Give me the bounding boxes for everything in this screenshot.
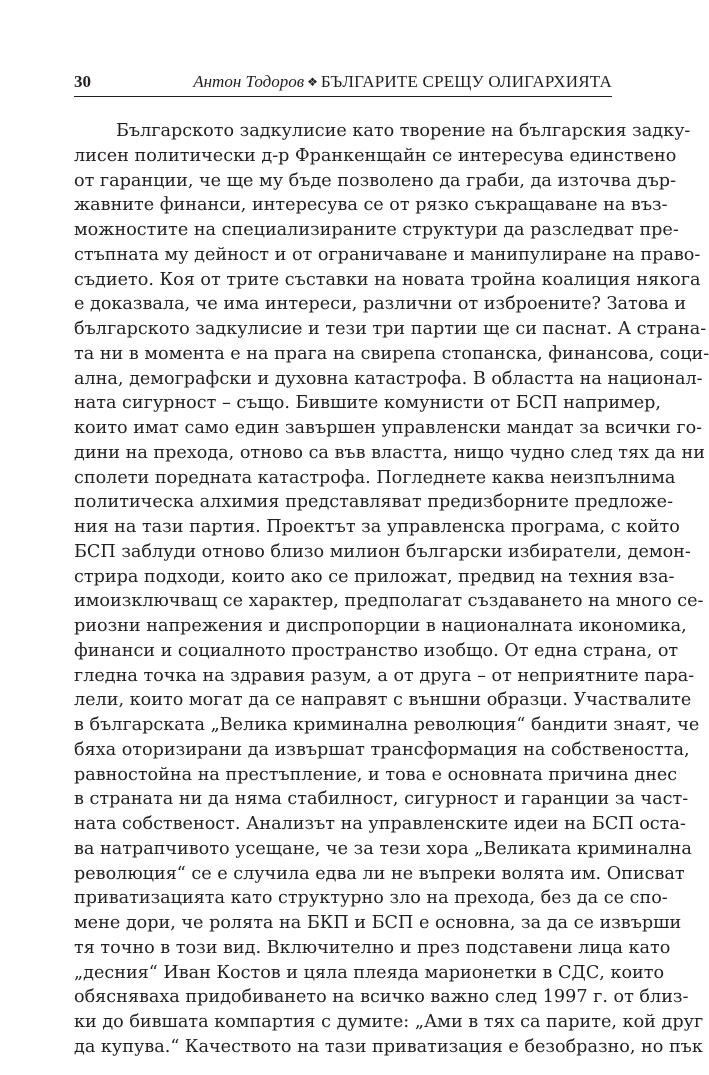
text-line: в страната ни да няма стабилност, сигурност и гаранции за част- — [74, 789, 689, 810]
text-line: ки до бившата компартия с думите: „Ами в тях са парите, кой друг — [74, 1012, 704, 1032]
text-line: от гаранции, че ще му бъде позволено да граби, да източва дър- — [74, 170, 677, 191]
text-line: лели, които могат да се направят с външни образци. Участвалите — [74, 690, 692, 711]
text-line: жавните финанси, интересува се от рязко съкращаване на въз- — [74, 195, 668, 216]
text-line: ва натрапчивото усещане, че за тези хора „Великата криминална — [74, 838, 692, 859]
text-line: лисен политически д-р Франкенщайн се интересува единствено — [74, 145, 677, 166]
text-line: гледна точка на здравия разум, а от друга – от неприятните пара- — [74, 665, 695, 686]
text-line: политическа алхимия представляват предизборните предложе- — [74, 492, 674, 513]
page-number: 30 — [74, 72, 91, 91]
text-line: е доказвала, че има интереси, различни от изброените? Затова и — [74, 294, 687, 315]
text-line: ния на тази партия. Проектът за управленска програма, с който — [74, 517, 680, 537]
text-line: можностите на специализираните структури да разследват пре- — [74, 220, 679, 240]
text-line: ната собственост. Анализът на управленските идеи на БСП оста- — [74, 814, 686, 834]
book-title: БЪЛГАРИТЕ СРЕЩУ ОЛИГАРХИЯТА — [320, 72, 612, 91]
text-line: дини на прехода, отново са във властта, нищо чудно след тях да ни — [74, 442, 705, 463]
text-line: които имат само един завършен управленски мандат за всички го- — [74, 418, 703, 438]
text-line: ална, демографски и духовна катастрофа. В областта на национал- — [74, 368, 703, 389]
text-line: обясняваха придобиването на всичко важно след 1997 г. от близ- — [74, 987, 689, 1008]
text-line: тя точно в този вид. Включително и през подставени лица като — [74, 937, 671, 958]
running-header — [74, 70, 612, 97]
text-line: ната сигурност – също. Бившите комунисти от БСП например, — [74, 393, 662, 414]
text-line: та ни в момента е на прага на свирепа стопанска, финансова, соци- — [74, 343, 709, 364]
text-line: имоизключващ се характер, предполагат създаването на много се- — [74, 591, 704, 612]
ornament-separator: ❖ — [307, 75, 318, 89]
running-head — [193, 72, 612, 92]
text-line: в българската „Велика криминална революция“ бандити знаят, че — [74, 715, 700, 735]
text-line: революция“ се е случила едва ли не въпреки волята им. Описват — [74, 863, 685, 884]
text-line: съдието. Коя от трите съставки на новата тройна коалиция някога — [74, 269, 701, 290]
text-line: стъпната му дейност и от ограничаване и манипулиране на право- — [74, 244, 701, 265]
text-line: мене дори, че ролята на БКП и БСП е основна, за да се извърши — [74, 913, 682, 933]
text-line: равностойна на престъпление, и това е основната причина днес — [74, 764, 678, 785]
body-text — [74, 119, 709, 1060]
text-line: да купува.“ Качеството на тази приватизация е безобразно, но пък — [74, 1036, 703, 1057]
text-line: бяха оторизирани да извършат трансформация на собствеността, — [74, 739, 690, 760]
author-name: Антон Тодоров — [193, 72, 305, 91]
text-line: българското задкулисие и тези три партии ще си паснат. А страна- — [74, 319, 707, 339]
text-line: финанси и социалното пространство изобщо. От една страна, от — [74, 640, 679, 661]
text-line: сполети поредната катастрофа. Погледнете каква неизпълнима — [74, 467, 676, 488]
text-line: риозни напрежения и диспропорции в националната икономика, — [74, 616, 687, 636]
text-line: БСП заблуди отново близо милион български избиратели, демон- — [74, 541, 691, 562]
text-line: стрира подходи, които ако се приложат, предвид на техния вза- — [74, 566, 675, 587]
text-line: „десния“ Иван Костов и цяла плеяда марионетки в СДС, които — [74, 962, 665, 983]
text-line: Българското задкулисие като творение на българския задку- — [116, 121, 691, 141]
text-line: приватизацията като структурно зло на прехода, без да се спо- — [74, 888, 668, 909]
